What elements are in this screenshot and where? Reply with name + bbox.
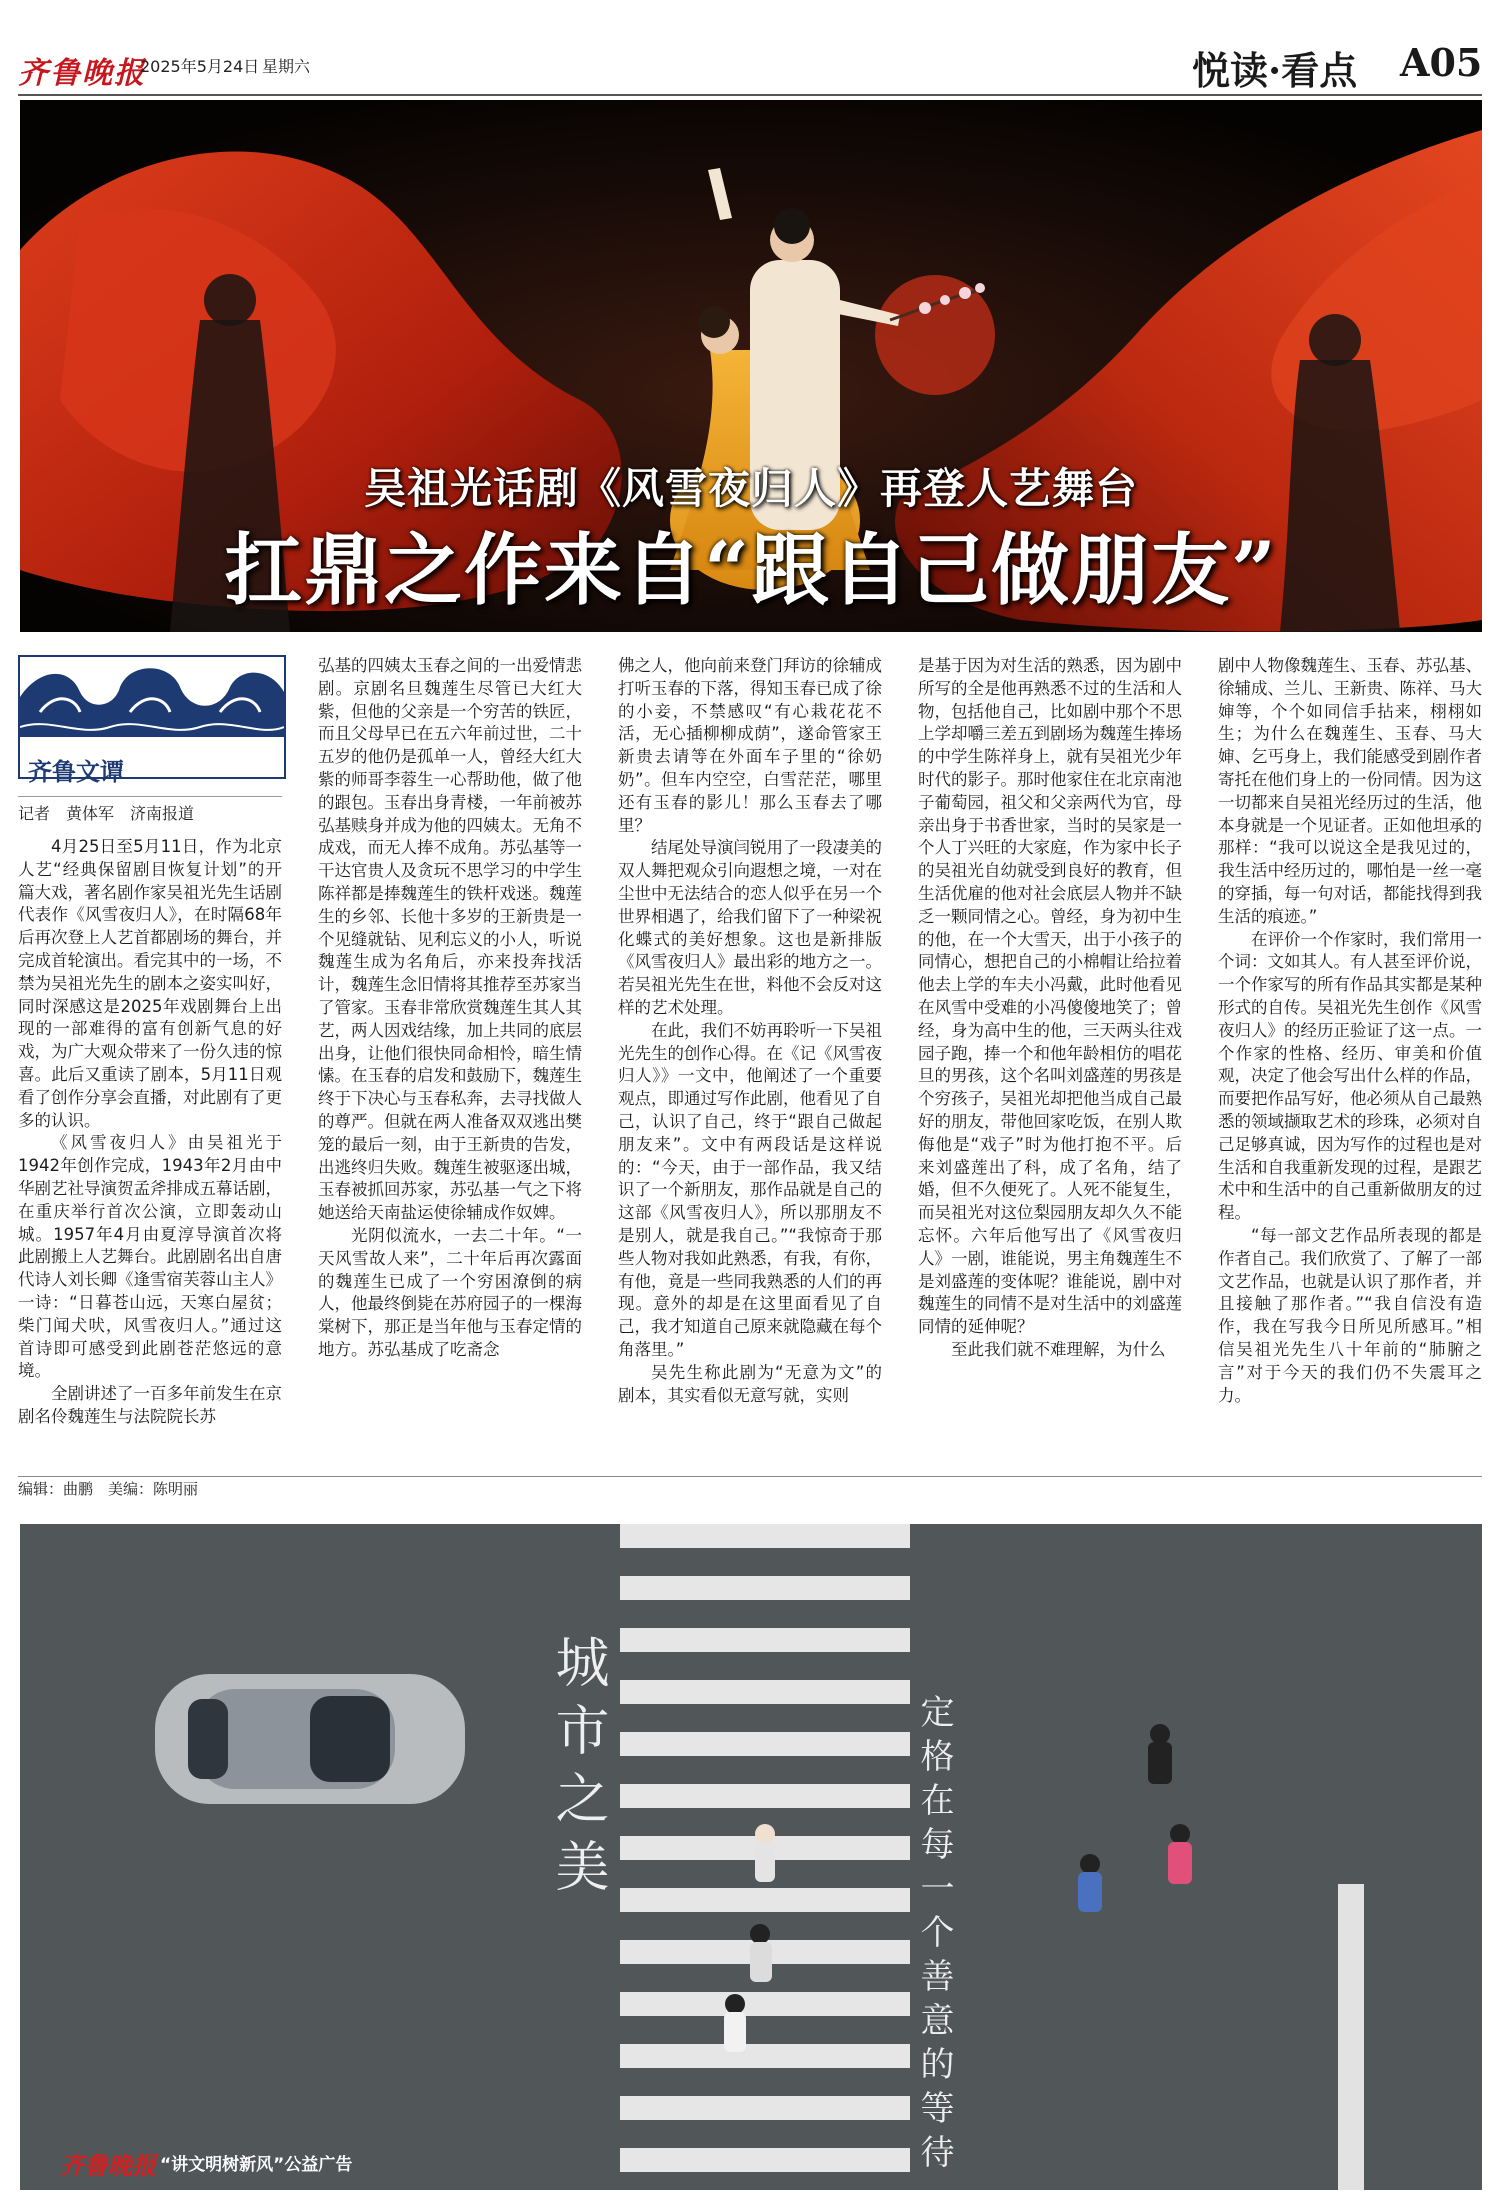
header-divider [18, 94, 1482, 96]
paragraph: 至此我们就不难理解，为什么 [951, 1339, 1166, 1359]
paragraph: 佛之人，他向前来登门拜访的徐辅成打听玉春的下落，得知玉春已成了徐的小妾，不禁感叹“有心栽花花不活，无心插柳柳成荫”，遂命管家王新贵去请等在外面车子里的“徐奶奶”。但车内空空，白雪茫茫，哪里还有玉春的影儿！那么玉春去了哪里？ [618, 656, 882, 835]
paragraph: 剧中人物像魏莲生、玉春、苏弘基、徐辅成、兰儿、王新贵、陈祥、马大婶等，个个如同信手拈来，栩栩如生；为什么在魏莲生、玉春、马大婶、乞丐身上，我们能感受到剧作者寄托在他们身上的一份同情。因为这一切都来自吴祖光经历过的生活，他本身就是一个见证者。正如他坦承的那样：“我可以说这全是我见过的，我生活中经历过的，哪怕是一丝一毫的穿插，每一句对话，都能找得到我生活的痕迹。” [1218, 656, 1482, 926]
paragraph: 《风雪夜归人》由吴祖光于1942年创作完成，1943年2月由中华剧艺社导演贺孟斧排成五幕话剧，在重庆举行首次公演，立即轰动山城。1957年4月由夏淳导演首次将此剧搬上人艺舞台。此剧剧名出自唐代诗人刘长卿《逢雪宿芙蓉山主人》一诗：“日暮苍山远，天寒白屋贫；柴门闻犬吠，风雪夜归人。”通过这首诗即可感受到此剧苍茫悠远的意境。 [18, 1133, 282, 1381]
article-column-1 [18, 836, 282, 1470]
editor-credits: 编辑：曲鹏 美编：陈明丽 [18, 1480, 199, 1498]
ad-masthead-logo: 齐鲁晚报 [60, 2151, 156, 2180]
issue-weekday: 星期六 [262, 57, 311, 76]
paragraph: 在此，我们不妨再聆听一下吴祖光先生的创作心得。在《记《风雪夜归人》》一文中，他阐述了一个重要观点，即通过写作此剧，他看见了自己，认识了自己，终于“跟自己做起朋友来”。文中有两段话是这样说的：“今天，由于一部作品，我又结识了一个新朋友，那作品就是自己的这部《风雪夜归人》，所以那朋友不是别人，就是我自己。”“我惊奇于那些人物对我如此熟悉，有我，有你，有他，竟是一些同我熟悉的人们的再现。意外的却是在这里面看见了自己，我才知道自己原来就隐藏在每个角落里。” [618, 1020, 882, 1359]
paragraph: 吴先生称此剧为“无意为文”的剧本，其实看似无意写就，实则 [618, 1362, 882, 1405]
article-column-4 [918, 655, 1182, 1470]
article-subtitle: 吴祖光话剧《风雪夜归人》再登人艺舞台 [363, 464, 1138, 513]
hero-stage-photo [20, 100, 1482, 632]
paragraph: 4月25日至5月11日，作为北京人艺“经典保留剧目恢复计划”的开篇大戏，著名剧作家吴祖光先生话剧代表作《风雪夜归人》，在时隔68年后再次登上人艺首都剧场的舞台，并完成首轮演出。看完其中的一场，不禁为吴祖光先生的剧本之姿实叫好，同时深感这是2025年戏剧舞台上出现的一部难得的富有创新气息的好戏，为广大观众带来了一份久违的惊喜。此后又重读了剧本，5月11日观看了创作分享会直播，对此剧有了更多的认识。 [18, 837, 282, 1130]
ad-slogan: 定格在每一个善意的等待 [914, 1694, 954, 2178]
crosswalk-aerial-illustration [20, 1524, 1482, 2190]
masthead-logo: 齐鲁晚报 [18, 56, 146, 91]
ad-title: 城市之美 [547, 1634, 610, 1906]
paragraph: 在评价一个作家时，我们常用一个词：文如其人。有人甚至评价说，一个作家写的所有作品其实都是某种形式的自传。吴祖光先生创作《风雪夜归人》的经历正验证了这一点。一个作家的性格、经历、审美和价值观，决定了他会写出什么样的作品，而要把作品写好，他必须从自己最熟悉的领域撷取艺术的珍珠，必须对自己足够真诚，因为写作的过程也是对生活和自我重新发现的过程，是跟艺术中和生活中的自己重新做朋友的过程。 [1218, 929, 1482, 1223]
article-byline: 记者 黄体军 济南报道 [18, 796, 282, 824]
article-headline: 扛鼎之作来自“跟自己做朋友” [224, 525, 1278, 616]
paragraph: “每一部文艺作品所表现的都是作者自己。我们欣赏了、了解了一部文艺作品，也就是认识了那作者，并且接触了那作者。”“我自信没有造作，我在写我今日所见所感耳。”相信吴祖光先生八十年前的“肺腑之言”对于今天的我们仍不失震耳之力。 [1218, 1225, 1482, 1405]
article-column-2 [318, 655, 582, 1470]
issue-date: 2025年5月24日 [140, 57, 260, 76]
section-title: 悦读·看点 [1192, 48, 1358, 93]
car-icon [155, 1674, 465, 1804]
public-service-ad [20, 1524, 1482, 2190]
paragraph: 弘基的四姨太玉春之间的一出爱情悲剧。京剧名旦魏莲生尽管已大红大紫，但他的父亲是一个穷苦的铁匠，而且父母早已在五六年前过世，二十五岁的他仍是孤单一人，曾经大红大紫的师哥李蓉生一心帮助他，做了他的跟包。玉春出身青楼，一年前被苏弘基赎身并成为他的四姨太。无角不成戏，而无人捧不成角。苏弘基等一干达官贵人及贪玩不思学习的中学生陈祥都是捧魏莲生的铁杆戏迷。魏莲生的乡邻、长他十多岁的王新贵是一个见缝就钻、见利忘义的小人，听说魏莲生成为名角后，亦来投奔找活计，魏莲生念旧情将其推荐至苏家当了管家。玉春非常欣赏魏莲生其人其艺，两人因戏结缘，加上共同的底层出身，让他们很快同命相怜，暗生情愫。在玉春的启发和鼓励下，魏莲生终于下决心与玉春私奔，去寻找做人的尊严。但就在两人准备双双逃出樊笼的最后一刻，由于王新贵的告发，出逃终归失败。魏莲生被驱逐出城，玉春被抓回苏家，苏弘基一气之下将她送给天南盐运使徐辅成作奴婢。 [318, 656, 582, 1223]
paragraph: 是基于因为对生活的熟悉，因为剧中所写的全是他再熟悉不过的生活和人物，包括他自己，比如剧中那个不思上学却嚼三差五到剧场为魏莲生捧场的中学生陈祥身上，就有吴祖光少年时代的影子。那时他家住在北京南池子葡萄园，祖父和父亲两代为官，母亲出身于书香世家，当时的吴家是一个人丁兴旺的大家庭，作为家中长子的吴祖光自幼就受到良好的教育，但生活优雇的他对社会底层人物并不缺乏一颗同情之心。曾经，身为初中生的他，在一个大雪天，出于小孩子的同情心，想把自己的小棉帽让给拉着他去上学的车夫小冯戴，此时他看见在风雪中受难的小冯傻傻地笑了；曾经，身为高中生的他，三天两头往戏园子跑，捧一个和他年龄相仿的唱花旦的男孩，这个名叫刘盛莲的男孩是个穷孩子，吴祖光却把他当成自己最好的朋友，带他回家吃饭，在别人欺侮他是“戏子”时为他打抱不平。后来刘盛莲出了科，成了名角，结了婚，但不久便死了。人死不能复生，而吴祖光对这位梨园朋友却久久不能忘怀。六年后他写出了《风雪夜归人》一剧，谁能说，男主角魏莲生不是刘盛莲的变体呢？谁能说，剧中对魏莲生的同情不是对生活中的刘盛莲同情的延伸呢？ [918, 656, 1182, 1337]
paragraph: 全剧讲述了一百多年前发生在京剧名伶魏莲生与法院院长苏 [18, 1384, 282, 1426]
column-name: 齐鲁文谭 [28, 757, 124, 786]
article-column-5 [1218, 655, 1482, 1470]
paragraph: 结尾处导演闫锐用了一段凄美的双人舞把观众引向遐想之境，一对在尘世中无法结合的恋人似乎在另一个世界相遇了，给我们留下了一种梁祝化蝶式的美好想象。这也是新排版《风雪夜归人》最出彩的地方之一。若吴祖光先生在世，料他不会反对这样的艺术处理。 [618, 838, 882, 1017]
page-number: A05 [1400, 40, 1483, 85]
ad-caption: “讲文明树新风”公益广告 [160, 2155, 353, 2175]
section-divider [18, 1476, 1482, 1477]
article-column-3 [618, 655, 882, 1470]
paragraph: 光阴似流水，一去二十年。“一天风雪故人来”，二十年后再次露面的魏莲生已成了一个穷困潦倒的病人，他最终倒毙在苏府园子的一棵海棠树下，那正是当年他与玉春定情的地方。苏弘基成了吃斋念 [318, 1225, 582, 1359]
